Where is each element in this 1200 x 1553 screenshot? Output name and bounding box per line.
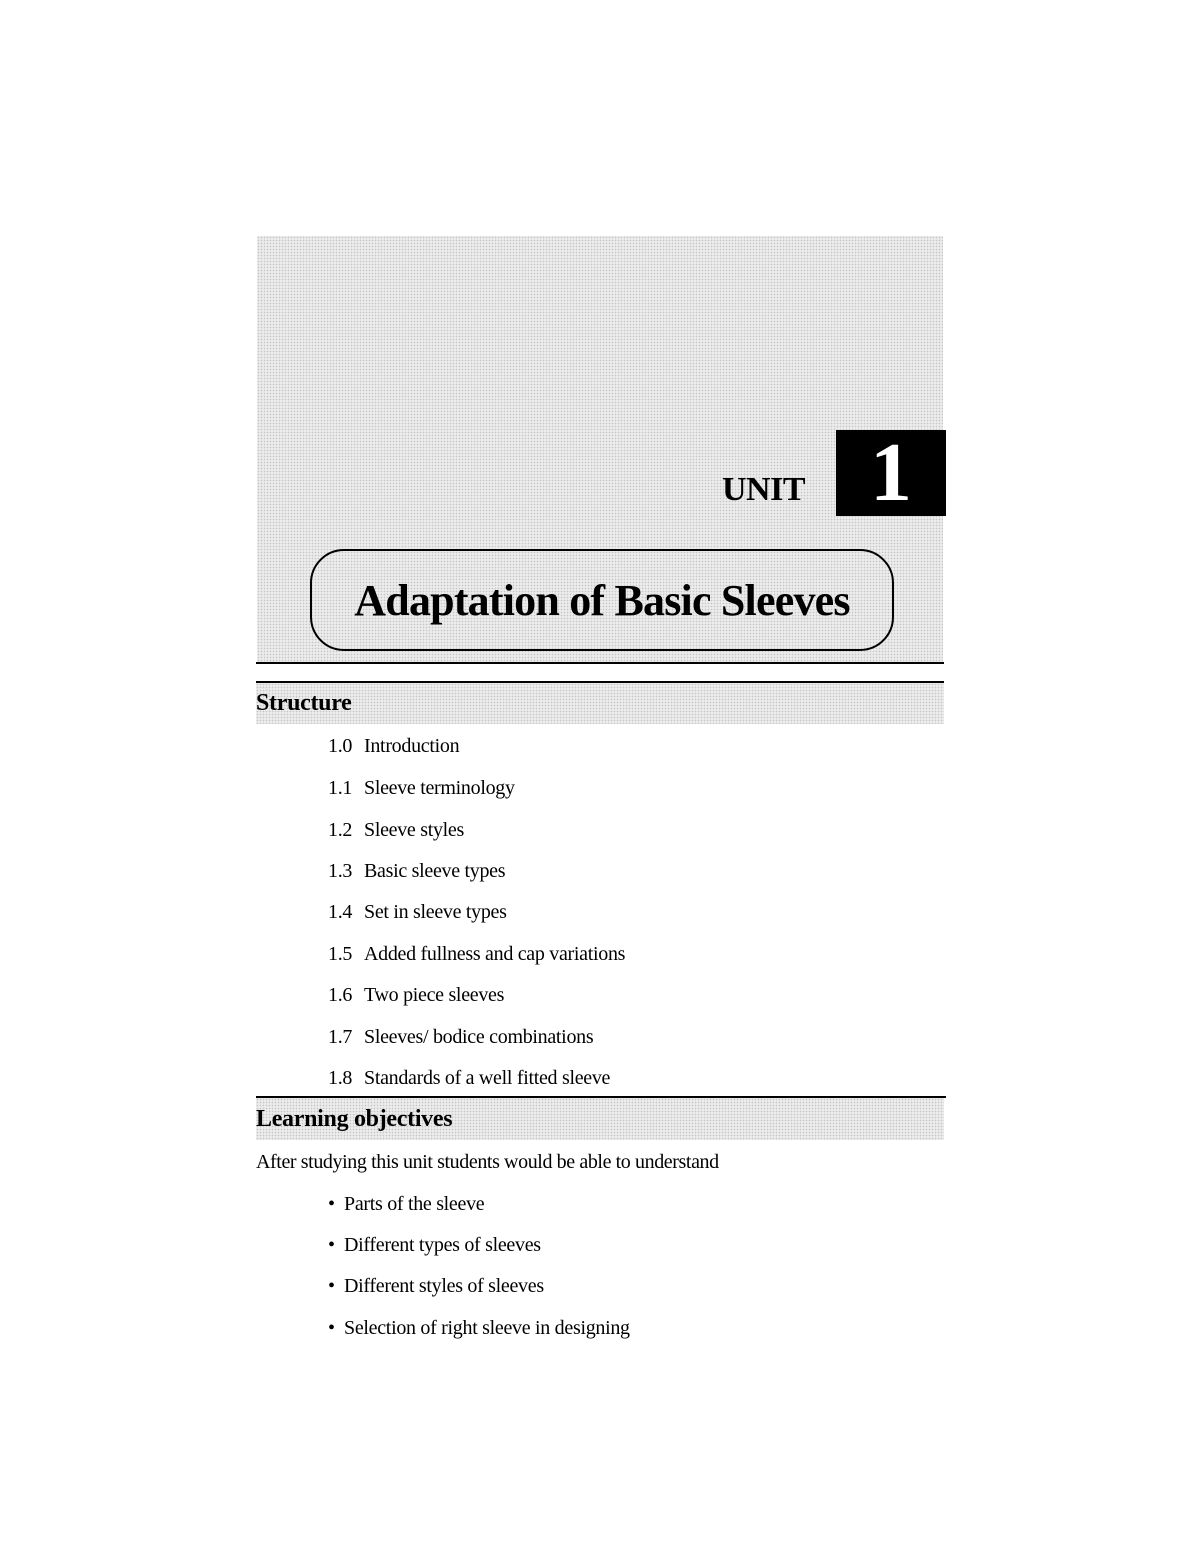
structure-item-number: 1.1 bbox=[328, 777, 353, 799]
objective-text: Different styles of sleeves bbox=[344, 1275, 544, 1297]
header-bottom-rule bbox=[256, 662, 944, 664]
bullet-icon: • bbox=[328, 1193, 335, 1215]
structure-item-text: Added fullness and cap variations bbox=[364, 943, 626, 965]
objective-item-styles bbox=[328, 1274, 544, 1298]
structure-item-text: Sleeve terminology bbox=[364, 777, 515, 799]
structure-item-basic-sleeve-types bbox=[328, 859, 505, 883]
structure-item-text: Standards of a well fitted sleeve bbox=[364, 1067, 611, 1089]
structure-item-number: 1.6 bbox=[328, 984, 353, 1006]
objectives-heading: Learning objectives bbox=[256, 1106, 453, 1132]
structure-item-text: Two piece sleeves bbox=[364, 984, 505, 1006]
structure-item-text: Sleeves/ bodice combinations bbox=[364, 1026, 594, 1048]
structure-item-sleeve-terminology bbox=[328, 776, 515, 800]
bullet-icon: • bbox=[328, 1317, 335, 1339]
objective-item-parts bbox=[328, 1192, 484, 1216]
unit-title-frame bbox=[310, 549, 894, 651]
structure-item-set-in-sleeve-types bbox=[328, 900, 507, 924]
objective-text: Different types of sleeves bbox=[344, 1234, 541, 1256]
structure-item-standards-fitted-sleeve bbox=[328, 1066, 610, 1090]
structure-item-text: Sleeve styles bbox=[364, 819, 464, 841]
structure-heading-band bbox=[256, 683, 944, 724]
unit-label: UNIT bbox=[722, 471, 806, 508]
structure-item-text: Basic sleeve types bbox=[364, 860, 506, 882]
structure-item-added-fullness bbox=[328, 942, 625, 966]
structure-heading: Structure bbox=[256, 690, 352, 716]
structure-item-number: 1.7 bbox=[328, 1026, 353, 1048]
structure-item-number: 1.5 bbox=[328, 943, 353, 965]
objective-text: Selection of right sleeve in designing bbox=[344, 1317, 630, 1339]
objective-item-types bbox=[328, 1233, 541, 1257]
structure-item-number: 1.8 bbox=[328, 1067, 353, 1089]
structure-item-sleeve-styles bbox=[328, 818, 464, 842]
objective-item-selection bbox=[328, 1316, 630, 1340]
structure-item-text: Introduction bbox=[364, 735, 460, 757]
structure-item-number: 1.3 bbox=[328, 860, 353, 882]
bullet-icon: • bbox=[328, 1234, 335, 1256]
structure-item-number: 1.2 bbox=[328, 819, 353, 841]
objectives-intro: After studying this unit students would be able to understand bbox=[256, 1151, 719, 1173]
structure-item-two-piece-sleeves bbox=[328, 983, 504, 1007]
objective-text: Parts of the sleeve bbox=[344, 1193, 485, 1215]
structure-item-number: 1.0 bbox=[328, 735, 353, 757]
unit-number-badge: 1 bbox=[836, 430, 946, 516]
bullet-icon: • bbox=[328, 1275, 335, 1297]
structure-item-text: Set in sleeve types bbox=[364, 901, 507, 923]
structure-item-introduction bbox=[328, 734, 459, 758]
structure-item-sleeves-bodice-combinations bbox=[328, 1025, 593, 1049]
structure-item-number: 1.4 bbox=[328, 901, 353, 923]
unit-title: Adaptation of Basic Sleeves bbox=[354, 575, 850, 625]
